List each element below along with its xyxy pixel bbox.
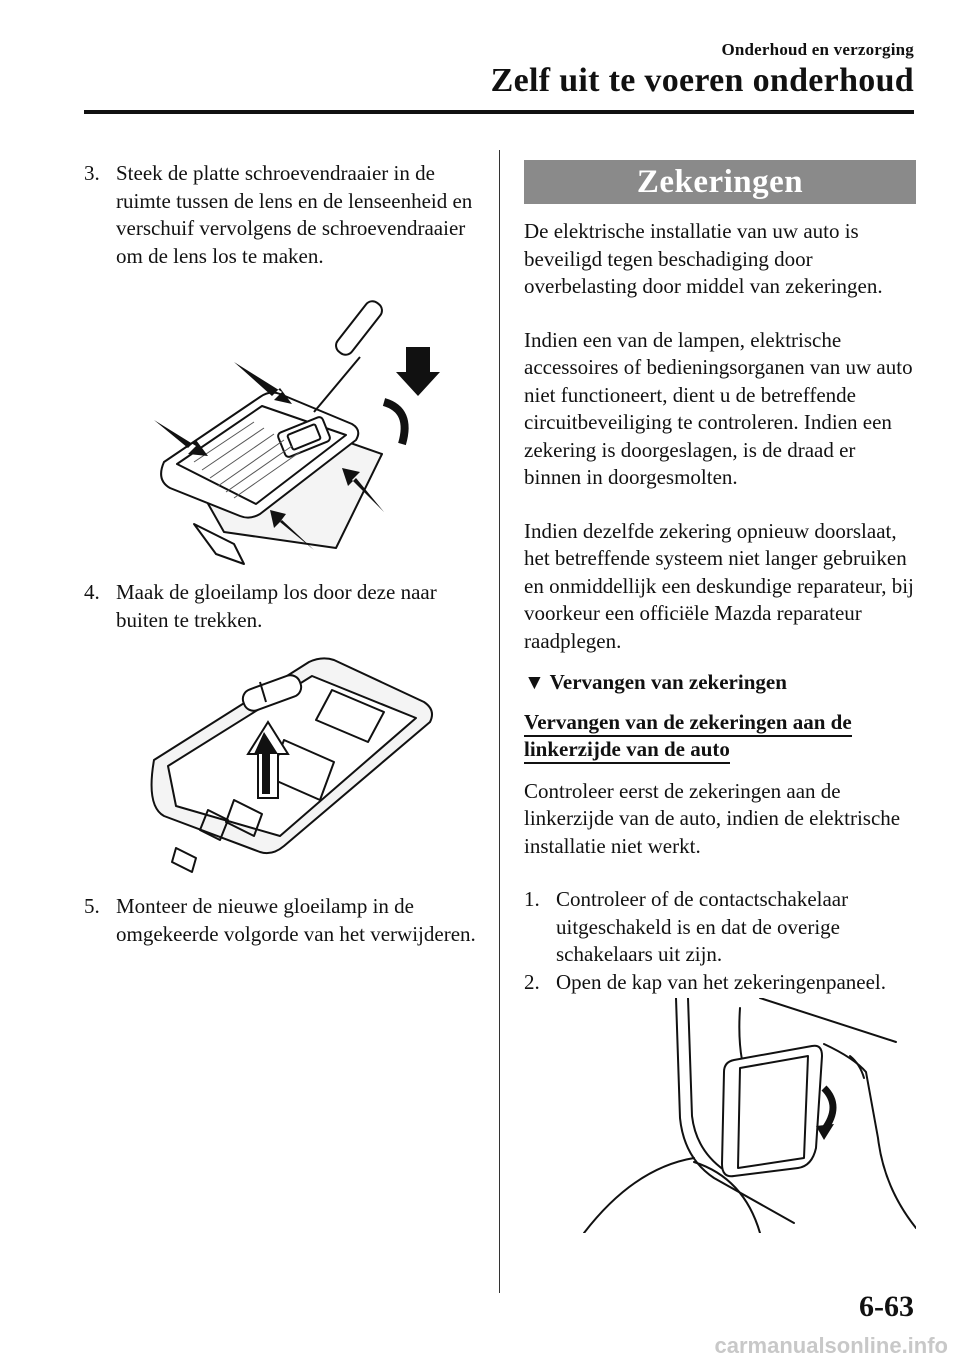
section-title: Zelf uit te voeren onderhoud [490, 62, 914, 99]
intro-paragraph: De elektrische installatie van uw auto is beveiligd tegen beschadiging door overbelasting door middel van zekeringen. [524, 219, 883, 298]
watermark: carmanualsonline.info [714, 1333, 948, 1358]
page-number: 6-63 [859, 1290, 914, 1323]
step-text: Controleer of de contactschakelaar uitgeschakeld is en dat de overige schakelaars uit zijn. [556, 887, 849, 966]
fuse-panel-cover-illustration [524, 998, 916, 1233]
repeat-paragraph: Indien dezelfde zekering opnieuw doorslaat, het betreffende systeem niet langer gebruiken en onmiddellijk een deskundige reparateur, bij voorkeur een officiële Mazda reparateur raadplegen. [524, 518, 914, 653]
subsection-heading-text: Vervangen van zekeringen [549, 670, 787, 694]
underlined-heading-line-2: linkerzijde van de auto [524, 737, 730, 764]
step-text: Maak de gloeilamp los door deze naar buiten te trekken. [116, 580, 437, 632]
bulb-removal-illustration [84, 650, 476, 875]
check-paragraph: Indien een van de lampen, elektrische accessoires of bedieningsorganen van uw auto niet functioneert, dient u de betreffende circuitbeveiliging te controleren. Indien een zekering is doorgeslagen, is de draad er binnen in doorgesmolten. [524, 327, 913, 489]
chapter-label: Onderhoud en verzorging [721, 40, 914, 59]
step-number: 2. [524, 969, 540, 994]
section-banner: Zekeringen [524, 160, 916, 204]
step-text: Open de kap van het zekeringenpaneel. [556, 969, 887, 994]
step-2 [524, 969, 916, 997]
underlined-heading-line-1: Vervangen van de zekeringen aan de [524, 710, 852, 737]
underlined-heading [524, 709, 916, 764]
left-column [84, 160, 476, 948]
subsection-heading [524, 669, 916, 697]
step-5 [84, 893, 476, 948]
header-rule [84, 110, 914, 114]
triangle-marker-icon: ▼ [524, 670, 545, 694]
lens-removal-illustration [84, 292, 476, 567]
first-check-paragraph: Controleer eerst de zekeringen aan de linkerzijde van de auto, indien de elektrische installatie niet werkt. [524, 778, 901, 858]
right-column [524, 160, 916, 1233]
step-1 [524, 886, 916, 969]
step-3 [84, 160, 476, 270]
step-number: 3. [84, 161, 100, 185]
step-number: 4. [84, 580, 100, 604]
column-divider [499, 150, 500, 1293]
step-number: 1. [524, 887, 540, 911]
step-text: Monteer de nieuwe gloeilamp in de omgekeerde volgorde van het verwijderen. [116, 894, 476, 946]
step-text: Steek de platte schroevendraaier in de ruimte tussen de lens en de lenseenheid en verschuif vervolgens de schroevendraaier om de lens los te maken. [116, 161, 473, 268]
step-number: 5. [84, 894, 100, 918]
step-4 [84, 579, 476, 634]
